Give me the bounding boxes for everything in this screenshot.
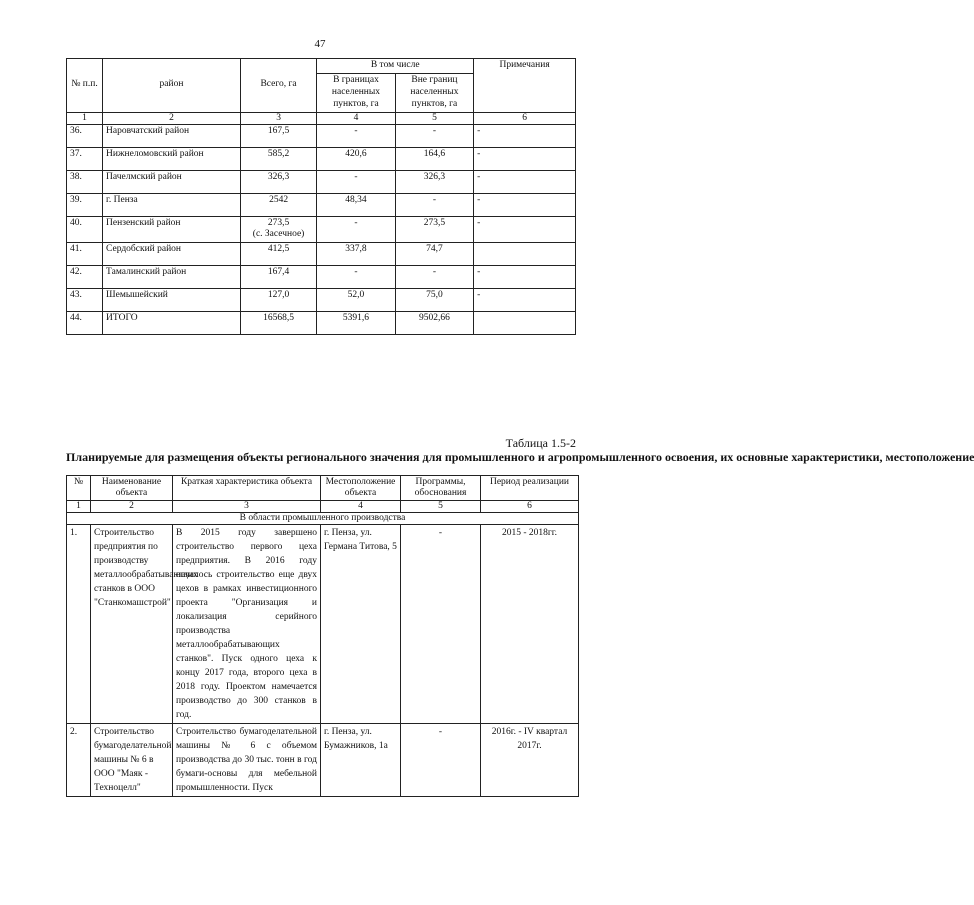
table-row: [67, 312, 576, 335]
header-including: В том числе: [317, 59, 474, 74]
area-outside: 326,3: [395, 170, 473, 193]
table-row: [67, 170, 576, 193]
object-name: Строительство бумагоделательной машины № 6 в ООО "Маяк - Техноцелл": [91, 724, 173, 797]
total-area: 326,3: [240, 170, 316, 193]
area-within: 420,6: [317, 147, 395, 170]
area-outside: -: [395, 124, 473, 147]
area-within: 5391,6: [317, 312, 395, 335]
table-row: [67, 289, 576, 312]
column-number: 4: [317, 112, 395, 124]
row-number: 42.: [67, 266, 103, 289]
column-number-row: [67, 501, 579, 513]
object-description: Строительство бумагоделательной машины № 6 с объемом производства до 30 тыс. тонн в год бумаги-основы для мебельной промышленности. Пуск: [173, 724, 321, 797]
district-name: г. Пенза: [103, 193, 241, 216]
header-total: Всего, га: [240, 59, 316, 113]
header-district: район: [103, 59, 241, 113]
column-number: 1: [67, 112, 103, 124]
row-number: 38.: [67, 170, 103, 193]
period: 2015 - 2018гг.: [481, 525, 579, 724]
header-outside: Вне границ населенных пунктов, га: [395, 73, 473, 112]
period: 2016г. - IV квартал 2017г.: [481, 724, 579, 797]
area-within: -: [317, 216, 395, 243]
area-outside: 9502,66: [395, 312, 473, 335]
programs: -: [401, 724, 481, 797]
column-number: 6: [481, 501, 579, 513]
area-outside: -: [395, 266, 473, 289]
area-within: -: [317, 124, 395, 147]
column-number: 3: [173, 501, 321, 513]
table-title: Планируемые для размещения объекты регионального значения для промышленного и агропромышленного освоения, их основные характеристики, местоположение: [66, 450, 974, 464]
column-number: 5: [395, 112, 473, 124]
column-number: 1: [67, 501, 91, 513]
table-row: [67, 266, 576, 289]
note: [474, 243, 576, 266]
total-area: 16568,5: [240, 312, 316, 335]
area-outside: -: [395, 193, 473, 216]
row-number: 36.: [67, 124, 103, 147]
column-number-row: [67, 112, 576, 124]
header-programs: Программы, обоснования: [401, 476, 481, 501]
section-header: В области промышленного производства: [67, 513, 579, 525]
total-area: 585,2: [240, 147, 316, 170]
district-name: Шемышейский: [103, 289, 241, 312]
district-name: Наровчатский район: [103, 124, 241, 147]
total-area: 167,4: [240, 266, 316, 289]
note: -: [474, 289, 576, 312]
note: -: [474, 266, 576, 289]
district-name: Тамалинский район: [103, 266, 241, 289]
column-number: 2: [91, 501, 173, 513]
programs: -: [401, 525, 481, 724]
row-number: 37.: [67, 147, 103, 170]
table-row: [67, 147, 576, 170]
row-number: 39.: [67, 193, 103, 216]
area-within: 337,8: [317, 243, 395, 266]
row-number: 2.: [67, 724, 91, 797]
district-name: ИТОГО: [103, 312, 241, 335]
note: -: [474, 170, 576, 193]
area-outside: 273,5: [395, 216, 473, 243]
header-period: Период реализации: [481, 476, 579, 501]
table-row: [67, 193, 576, 216]
total-area: 2542: [240, 193, 316, 216]
column-number: 4: [321, 501, 401, 513]
district-name: Нижнеломовский район: [103, 147, 241, 170]
row-number: 1.: [67, 525, 91, 724]
note: -: [474, 124, 576, 147]
table-caption: Таблица 1.5-2: [505, 436, 576, 450]
header-location: Местоположение объекта: [321, 476, 401, 501]
header-notes: Примечания: [474, 59, 576, 113]
column-number: 2: [103, 112, 241, 124]
area-within: 48,34: [317, 193, 395, 216]
district-name: Пачелмский район: [103, 170, 241, 193]
district-name: Пензенский район: [103, 216, 241, 243]
total-area: 167,5: [240, 124, 316, 147]
note: -: [474, 216, 576, 243]
total-area: 273,5 (с. Засечное): [240, 216, 316, 243]
header-num: №: [67, 476, 91, 501]
planned-objects-table: [66, 475, 579, 797]
area-outside: 75,0: [395, 289, 473, 312]
object-location: г. Пенза, ул. Бумажников, 1а: [321, 724, 401, 797]
header-desc: Краткая характеристика объекта: [173, 476, 321, 501]
table-row: [67, 724, 579, 797]
header-num: № п.п.: [67, 59, 103, 113]
area-outside: 74,7: [395, 243, 473, 266]
column-number: 6: [474, 112, 576, 124]
note: -: [474, 193, 576, 216]
row-number: 41.: [67, 243, 103, 266]
total-area: 127,0: [240, 289, 316, 312]
table-row: [67, 243, 576, 266]
header-within: В границах населенных пунктов, га: [317, 73, 395, 112]
district-name: Сердобский район: [103, 243, 241, 266]
area-within: 52,0: [317, 289, 395, 312]
area-within: -: [317, 170, 395, 193]
row-number: 44.: [67, 312, 103, 335]
column-number: 5: [401, 501, 481, 513]
land-area-table: [66, 58, 576, 335]
area-within: -: [317, 266, 395, 289]
table-row: [67, 216, 576, 243]
total-area: 412,5: [240, 243, 316, 266]
row-number: 40.: [67, 216, 103, 243]
column-number: 3: [240, 112, 316, 124]
note: [474, 312, 576, 335]
row-number: 43.: [67, 289, 103, 312]
table-row: [67, 124, 576, 147]
note: -: [474, 147, 576, 170]
page-number: 47: [314, 38, 326, 50]
object-location: г. Пенза, ул. Германа Титова, 5: [321, 525, 401, 724]
object-name: Строительство предприятия по производству металлообрабатывающих станков в ООО "Станкомашстрой": [91, 525, 173, 724]
area-outside: 164,6: [395, 147, 473, 170]
header-name: Наименование объекта: [91, 476, 173, 501]
table-row: [67, 525, 579, 724]
object-description: В 2015 году завершено строительство первого цеха предприятия. В 2016 году началось строительство еще двух цехов в рамках инвестиционного проекта "Организация и локализация серийного производства металлообрабатывающих станков". Пуск одного цеха к концу 2017 года, второго цеха в 2018 году. Проектом намечается производство до 300 станков в год.: [173, 525, 321, 724]
